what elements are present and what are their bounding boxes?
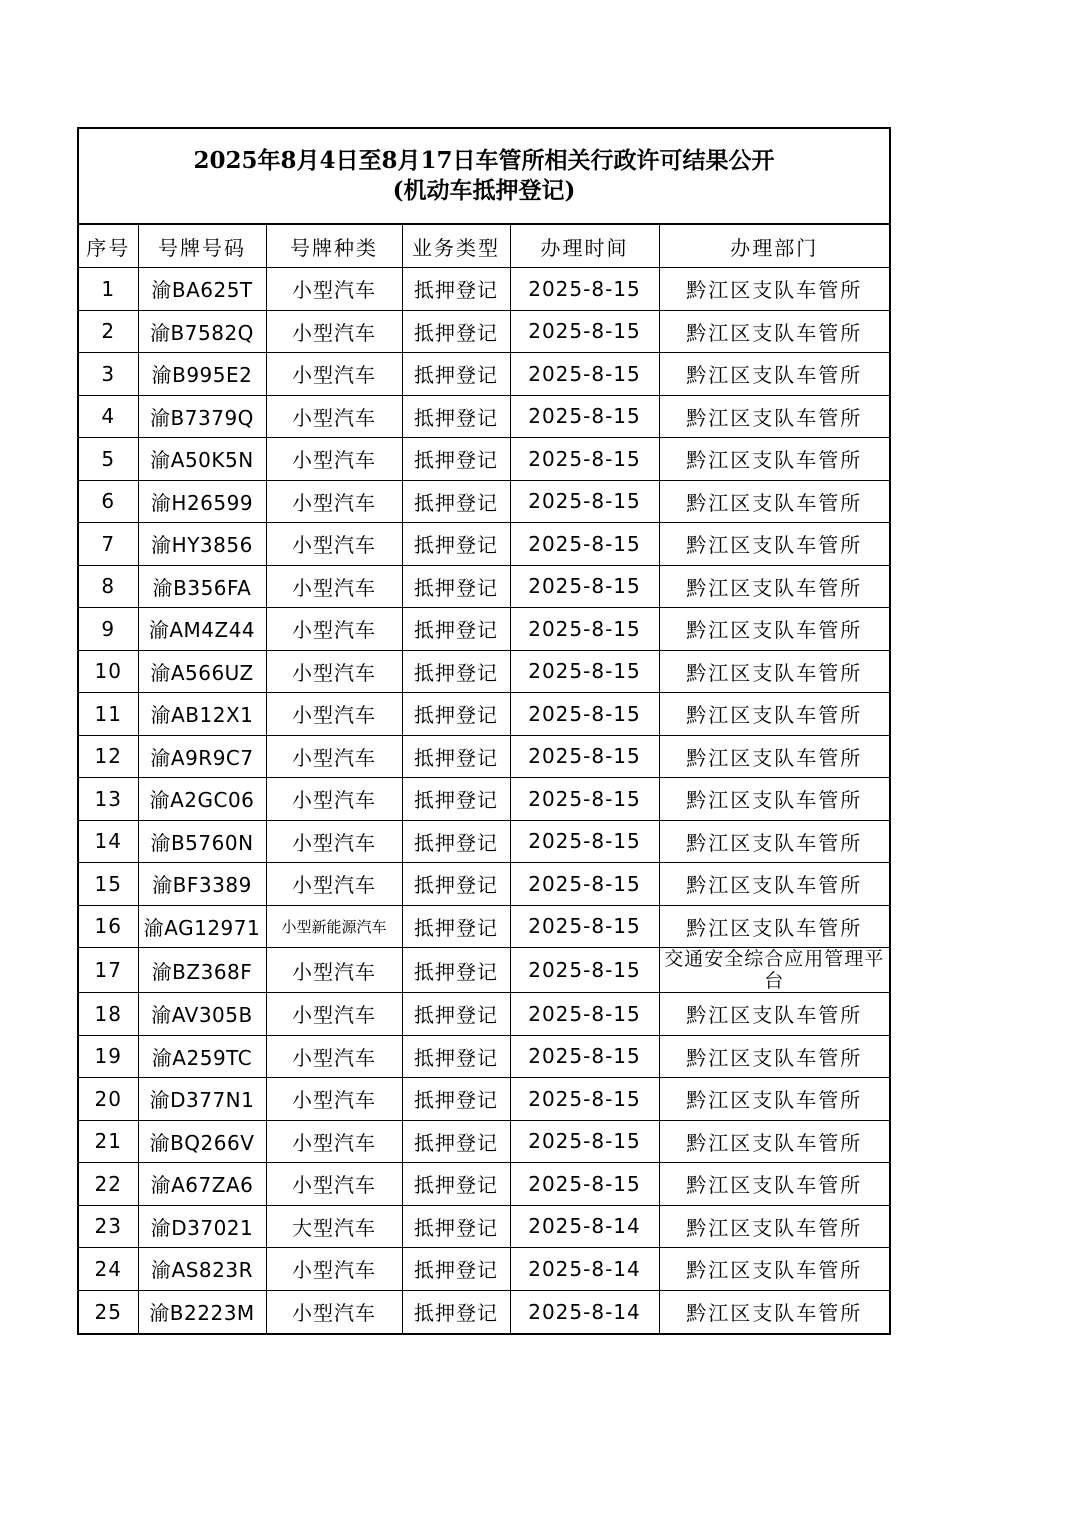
cell-department: 黔江区支队车管所 bbox=[659, 608, 889, 651]
cell-business-type: 抵押登记 bbox=[402, 353, 510, 396]
cell-plate-type: 小型汽车 bbox=[266, 310, 402, 353]
cell-plate-type: 小型新能源汽车 bbox=[266, 905, 402, 948]
cell-plate-number: 渝BF3389 bbox=[138, 863, 266, 906]
cell-process-date: 2025-8-15 bbox=[510, 395, 659, 438]
cell-process-date: 2025-8-15 bbox=[510, 650, 659, 693]
document-title bbox=[79, 129, 889, 225]
cell-business-type: 抵押登记 bbox=[402, 735, 510, 778]
cell-plate-number: 渝BA625T bbox=[138, 268, 266, 311]
cell-plate-number: 渝B356FA bbox=[138, 565, 266, 608]
cell-business-type: 抵押登记 bbox=[402, 1078, 510, 1121]
cell-process-date: 2025-8-15 bbox=[510, 1120, 659, 1163]
cell-department: 黔江区支队车管所 bbox=[659, 1248, 889, 1291]
cell-plate-number: 渝B7582Q bbox=[138, 310, 266, 353]
cell-plate-type: 小型汽车 bbox=[266, 693, 402, 736]
cell-index: 19 bbox=[79, 1035, 138, 1078]
cell-department: 黔江区支队车管所 bbox=[659, 268, 889, 311]
cell-business-type: 抵押登记 bbox=[402, 778, 510, 821]
table-row bbox=[79, 1248, 889, 1291]
cell-business-type: 抵押登记 bbox=[402, 523, 510, 566]
table-row bbox=[79, 863, 889, 906]
cell-business-type: 抵押登记 bbox=[402, 480, 510, 523]
cell-business-type: 抵押登记 bbox=[402, 565, 510, 608]
cell-plate-number: 渝A2GC06 bbox=[138, 778, 266, 821]
cell-process-date: 2025-8-15 bbox=[510, 993, 659, 1036]
table-row bbox=[79, 395, 889, 438]
cell-department: 黔江区支队车管所 bbox=[659, 993, 889, 1036]
cell-department: 黔江区支队车管所 bbox=[659, 395, 889, 438]
cell-index: 20 bbox=[79, 1078, 138, 1121]
cell-business-type: 抵押登记 bbox=[402, 863, 510, 906]
cell-plate-number: 渝D37021 bbox=[138, 1205, 266, 1248]
cell-plate-type: 小型汽车 bbox=[266, 863, 402, 906]
cell-business-type: 抵押登记 bbox=[402, 1290, 510, 1333]
cell-department: 交通安全综合应用管理平台 bbox=[659, 948, 889, 993]
cell-plate-type: 小型汽车 bbox=[266, 1290, 402, 1333]
cell-index: 1 bbox=[79, 268, 138, 311]
cell-plate-number: 渝A67ZA6 bbox=[138, 1163, 266, 1206]
cell-process-date: 2025-8-15 bbox=[510, 1035, 659, 1078]
cell-plate-type: 小型汽车 bbox=[266, 948, 402, 993]
cell-department: 黔江区支队车管所 bbox=[659, 438, 889, 481]
table-row bbox=[79, 1035, 889, 1078]
cell-process-date: 2025-8-15 bbox=[510, 268, 659, 311]
cell-plate-type: 小型汽车 bbox=[266, 1035, 402, 1078]
table-row bbox=[79, 1290, 889, 1333]
cell-index: 11 bbox=[79, 693, 138, 736]
table-row bbox=[79, 735, 889, 778]
cell-index: 6 bbox=[79, 480, 138, 523]
table-row bbox=[79, 1205, 889, 1248]
cell-plate-number: 渝A566UZ bbox=[138, 650, 266, 693]
cell-plate-type: 小型汽车 bbox=[266, 1248, 402, 1291]
cell-process-date: 2025-8-15 bbox=[510, 310, 659, 353]
cell-plate-type: 小型汽车 bbox=[266, 268, 402, 311]
column-header-plate-number: 号牌号码 bbox=[138, 225, 266, 268]
title-line-1: 2025年8月4日至8月17日车管所相关行政许可结果公开 bbox=[193, 147, 775, 174]
cell-plate-type: 小型汽车 bbox=[266, 778, 402, 821]
cell-process-date: 2025-8-15 bbox=[510, 1078, 659, 1121]
cell-plate-type: 小型汽车 bbox=[266, 438, 402, 481]
cell-index: 16 bbox=[79, 905, 138, 948]
cell-department: 黔江区支队车管所 bbox=[659, 650, 889, 693]
cell-plate-type: 小型汽车 bbox=[266, 395, 402, 438]
cell-department: 黔江区支队车管所 bbox=[659, 735, 889, 778]
cell-process-date: 2025-8-15 bbox=[510, 735, 659, 778]
cell-business-type: 抵押登记 bbox=[402, 1120, 510, 1163]
cell-plate-type: 小型汽车 bbox=[266, 480, 402, 523]
cell-index: 18 bbox=[79, 993, 138, 1036]
cell-department: 黔江区支队车管所 bbox=[659, 565, 889, 608]
cell-plate-type: 小型汽车 bbox=[266, 993, 402, 1036]
cell-index: 13 bbox=[79, 778, 138, 821]
cell-plate-number: 渝BZ368F bbox=[138, 948, 266, 993]
cell-department: 黔江区支队车管所 bbox=[659, 1035, 889, 1078]
cell-plate-number: 渝AS823R bbox=[138, 1248, 266, 1291]
cell-process-date: 2025-8-15 bbox=[510, 820, 659, 863]
table-body bbox=[79, 268, 889, 1333]
cell-index: 22 bbox=[79, 1163, 138, 1206]
table-row bbox=[79, 353, 889, 396]
cell-business-type: 抵押登记 bbox=[402, 395, 510, 438]
cell-index: 10 bbox=[79, 650, 138, 693]
table-row bbox=[79, 1120, 889, 1163]
cell-index: 5 bbox=[79, 438, 138, 481]
cell-process-date: 2025-8-15 bbox=[510, 608, 659, 651]
cell-department: 黔江区支队车管所 bbox=[659, 1290, 889, 1333]
cell-index: 8 bbox=[79, 565, 138, 608]
cell-department: 黔江区支队车管所 bbox=[659, 1120, 889, 1163]
column-header-index: 序号 bbox=[79, 225, 138, 268]
cell-index: 3 bbox=[79, 353, 138, 396]
cell-plate-number: 渝BQ266V bbox=[138, 1120, 266, 1163]
cell-plate-number: 渝A9R9C7 bbox=[138, 735, 266, 778]
cell-business-type: 抵押登记 bbox=[402, 1035, 510, 1078]
cell-business-type: 抵押登记 bbox=[402, 608, 510, 651]
cell-plate-number: 渝D377N1 bbox=[138, 1078, 266, 1121]
table-row bbox=[79, 310, 889, 353]
cell-plate-type: 小型汽车 bbox=[266, 565, 402, 608]
cell-plate-type: 小型汽车 bbox=[266, 353, 402, 396]
cell-process-date: 2025-8-15 bbox=[510, 523, 659, 566]
cell-business-type: 抵押登记 bbox=[402, 1205, 510, 1248]
column-header-process-date: 办理时间 bbox=[510, 225, 659, 268]
cell-business-type: 抵押登记 bbox=[402, 993, 510, 1036]
cell-department: 黔江区支队车管所 bbox=[659, 693, 889, 736]
table-row bbox=[79, 778, 889, 821]
cell-process-date: 2025-8-15 bbox=[510, 863, 659, 906]
cell-department: 黔江区支队车管所 bbox=[659, 310, 889, 353]
cell-business-type: 抵押登记 bbox=[402, 438, 510, 481]
cell-plate-type: 小型汽车 bbox=[266, 608, 402, 651]
table-row bbox=[79, 948, 889, 993]
cell-department: 黔江区支队车管所 bbox=[659, 1163, 889, 1206]
table-row bbox=[79, 693, 889, 736]
cell-process-date: 2025-8-15 bbox=[510, 353, 659, 396]
cell-index: 9 bbox=[79, 608, 138, 651]
cell-business-type: 抵押登记 bbox=[402, 650, 510, 693]
cell-department: 黔江区支队车管所 bbox=[659, 863, 889, 906]
cell-index: 4 bbox=[79, 395, 138, 438]
table-row bbox=[79, 1078, 889, 1121]
table-header-row bbox=[79, 225, 889, 268]
cell-department: 黔江区支队车管所 bbox=[659, 1205, 889, 1248]
cell-business-type: 抵押登记 bbox=[402, 1248, 510, 1291]
cell-plate-type: 大型汽车 bbox=[266, 1205, 402, 1248]
cell-plate-number: 渝H26599 bbox=[138, 480, 266, 523]
cell-plate-number: 渝B995E2 bbox=[138, 353, 266, 396]
cell-business-type: 抵押登记 bbox=[402, 693, 510, 736]
cell-plate-number: 渝AG12971 bbox=[138, 905, 266, 948]
cell-plate-number: 渝A50K5N bbox=[138, 438, 266, 481]
cell-business-type: 抵押登记 bbox=[402, 310, 510, 353]
cell-index: 23 bbox=[79, 1205, 138, 1248]
cell-plate-number: 渝AB12X1 bbox=[138, 693, 266, 736]
cell-process-date: 2025-8-14 bbox=[510, 1205, 659, 1248]
table-row bbox=[79, 1163, 889, 1206]
cell-department: 黔江区支队车管所 bbox=[659, 523, 889, 566]
cell-index: 2 bbox=[79, 310, 138, 353]
cell-process-date: 2025-8-15 bbox=[510, 438, 659, 481]
cell-business-type: 抵押登记 bbox=[402, 948, 510, 993]
table-row bbox=[79, 523, 889, 566]
table-row bbox=[79, 480, 889, 523]
cell-plate-type: 小型汽车 bbox=[266, 1120, 402, 1163]
cell-plate-number: 渝HY3856 bbox=[138, 523, 266, 566]
table-row bbox=[79, 608, 889, 651]
cell-plate-type: 小型汽车 bbox=[266, 1163, 402, 1206]
cell-process-date: 2025-8-14 bbox=[510, 1248, 659, 1291]
table-row bbox=[79, 650, 889, 693]
cell-process-date: 2025-8-14 bbox=[510, 1290, 659, 1333]
cell-department: 黔江区支队车管所 bbox=[659, 1078, 889, 1121]
cell-index: 14 bbox=[79, 820, 138, 863]
cell-department: 黔江区支队车管所 bbox=[659, 905, 889, 948]
cell-process-date: 2025-8-15 bbox=[510, 480, 659, 523]
table-row bbox=[79, 438, 889, 481]
results-sheet bbox=[77, 127, 891, 1335]
cell-index: 12 bbox=[79, 735, 138, 778]
cell-index: 7 bbox=[79, 523, 138, 566]
cell-process-date: 2025-8-15 bbox=[510, 693, 659, 736]
table-row bbox=[79, 268, 889, 311]
table-row bbox=[79, 993, 889, 1036]
cell-process-date: 2025-8-15 bbox=[510, 778, 659, 821]
cell-plate-number: 渝AM4Z44 bbox=[138, 608, 266, 651]
cell-plate-type: 小型汽车 bbox=[266, 1078, 402, 1121]
cell-business-type: 抵押登记 bbox=[402, 268, 510, 311]
cell-plate-type: 小型汽车 bbox=[266, 523, 402, 566]
column-header-business-type: 业务类型 bbox=[402, 225, 510, 268]
table-row bbox=[79, 565, 889, 608]
cell-plate-type: 小型汽车 bbox=[266, 735, 402, 778]
cell-index: 21 bbox=[79, 1120, 138, 1163]
cell-plate-number: 渝B2223M bbox=[138, 1290, 266, 1333]
title-line-2: (机动车抵押登记) bbox=[392, 177, 576, 204]
cell-business-type: 抵押登记 bbox=[402, 1163, 510, 1206]
cell-process-date: 2025-8-15 bbox=[510, 948, 659, 993]
cell-process-date: 2025-8-15 bbox=[510, 905, 659, 948]
table-row bbox=[79, 820, 889, 863]
results-table bbox=[79, 225, 889, 1333]
cell-index: 25 bbox=[79, 1290, 138, 1333]
cell-plate-type: 小型汽车 bbox=[266, 650, 402, 693]
cell-plate-number: 渝A259TC bbox=[138, 1035, 266, 1078]
column-header-department: 办理部门 bbox=[659, 225, 889, 268]
cell-process-date: 2025-8-15 bbox=[510, 565, 659, 608]
cell-plate-type: 小型汽车 bbox=[266, 820, 402, 863]
cell-department: 黔江区支队车管所 bbox=[659, 820, 889, 863]
column-header-plate-type: 号牌种类 bbox=[266, 225, 402, 268]
cell-plate-number: 渝B7379Q bbox=[138, 395, 266, 438]
cell-index: 24 bbox=[79, 1248, 138, 1291]
cell-business-type: 抵押登记 bbox=[402, 905, 510, 948]
cell-plate-number: 渝AV305B bbox=[138, 993, 266, 1036]
cell-index: 15 bbox=[79, 863, 138, 906]
table-row bbox=[79, 905, 889, 948]
cell-department: 黔江区支队车管所 bbox=[659, 353, 889, 396]
cell-plate-number: 渝B5760N bbox=[138, 820, 266, 863]
cell-department: 黔江区支队车管所 bbox=[659, 778, 889, 821]
cell-process-date: 2025-8-15 bbox=[510, 1163, 659, 1206]
cell-business-type: 抵押登记 bbox=[402, 820, 510, 863]
cell-department: 黔江区支队车管所 bbox=[659, 480, 889, 523]
cell-index: 17 bbox=[79, 948, 138, 993]
